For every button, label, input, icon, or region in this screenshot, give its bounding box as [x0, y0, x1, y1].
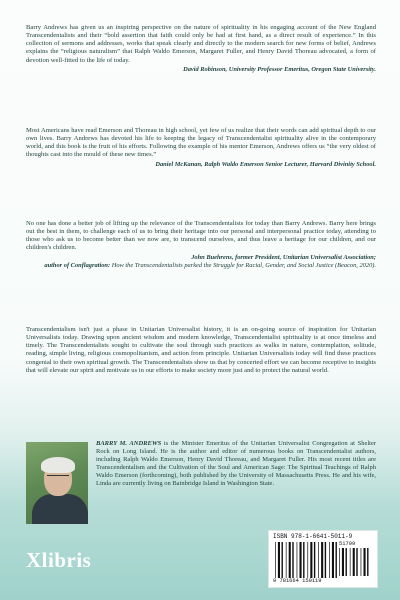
- author-name: BARRY M. ANDREWS: [96, 440, 162, 447]
- attribution-line: John Buehrens, former President, Unitarian Universalist Association;: [191, 253, 376, 261]
- description-text: Transcendentalism isn't just a phase in Unitarian Universalist history, it is an on-going source of inspiration for Unitarian Universalists today. Drawing upon ancient wisdom and modern knowledge, Transcendentalist spirituality is at once timeless and timely. The Transcendentalists sought to cultivate the soul through such practices as walks in nature, contemplation, solitude, reading, simple living, religious cosmopolitanism, and action from principle. Unitarian Universalists today will find these practices congenial to their own spiritual growth. The Transcendentalists show us that by concerted effort we can become receptive to insights that will elevate our spirit and motivate us in our efforts to make society more just and to protect the natural world.: [26, 326, 376, 374]
- isbn-label: ISBN 978-1-6641-5011-9: [273, 533, 353, 540]
- endorsement-3: [26, 220, 376, 270]
- isbn-barcode: [268, 530, 378, 588]
- author-bio-text: is the Minister Emeritus of the Unitarian Universalist Congregation at Shelter Rock on Long Island. He is the author and editor of numerous books on Transcendentalist authors, including Ralph Waldo Emerson, Henry David Thoreau, and Margaret Fuller. His most recent titles are Transcendentalism and the Cultivation of the Soul and American Sage: The Spiritual Teachings of Ralph Waldo Emerson (forthcoming), both published by the University of Massachusetts Press. He and his wife, Linda are currently living on Bainbridge Island in Washington State.: [96, 440, 376, 488]
- barcode-addon-number: 51799: [339, 541, 356, 547]
- endorsement-text: No one has done a better job of lifting up the relevance of the Transcendentalists for today than Barry Andrews. Barry here brings out the best in them, to challenge each of us to bring their heritage into our personal and interpersonal practice today, attending to those who ask us to become better than we now are, to transcend ourselves, and thus leave a heritage for our children, and our children's children.: [26, 220, 376, 252]
- attribution-line: [26, 262, 376, 270]
- author-bio: [96, 440, 376, 489]
- endorsement-attribution: Daniel McKanan, Ralph Waldo Emerson Senior Lecturer, Harvard Divinity School.: [155, 160, 376, 168]
- endorsement-attribution: [26, 254, 376, 270]
- endorsement-attribution: David Robinson, University Professor Emeritus, Oregon State University.: [183, 65, 376, 73]
- endorsement-2: [26, 127, 376, 169]
- barcode-bars: [275, 542, 337, 578]
- attribution-author-credit: author of Conflagration:: [44, 261, 111, 269]
- publisher-logo: Xlibris: [26, 548, 92, 572]
- endorsement-text: Most Americans have read Emerson and Thoreau in high school, yet few of us realize that their words can add spiritual depth to our own lives. Barry Andrews has devoted his life to keeping the legacy of Transcendentalist spirituality alive in the contemporary world, and this book is the fruit of his efforts. Following the example of his mentor Emerson, Andrews offers us “the very oldest of thoughts cast into the mould of these new times.”: [26, 127, 376, 159]
- barcode-number: 9 781664 150119: [273, 578, 322, 584]
- barcode-addon-bars: [339, 548, 371, 576]
- author-photo: [26, 442, 88, 524]
- attribution-book-title: How the Transcendentalists parked the Struggle for Racial, Gender, and Social Justice (Beacon, 2020).: [111, 261, 376, 269]
- endorsement-1: [26, 24, 376, 74]
- endorsement-text: Barry Andrews has given us an inspiring perspective on the nature of spirituality in his engaging account of the New England Transcendentalists and their “bold assertion that faith could only be had at first hand, as a direct result of experience.” In this collection of sermons and addresses, works that speak clearly and directly to the modern search for new forms of belief, Andrews explains the “religious naturalism” that Ralph Waldo Emerson, Margaret Fuller, and Henry David Thoreau advocated, a form of devotion well-fitted to the life of today.: [26, 24, 376, 64]
- book-description: [26, 326, 376, 375]
